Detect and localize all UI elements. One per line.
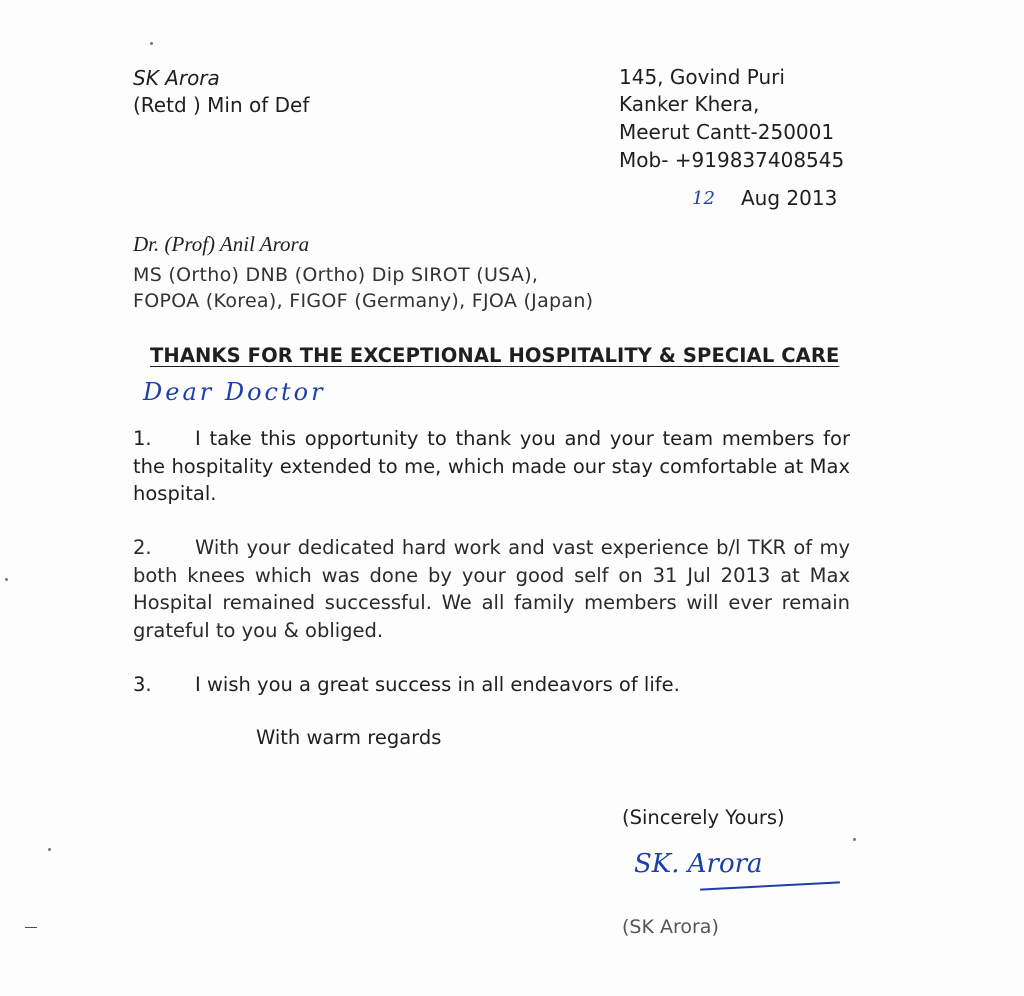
- address-line-1: 145, Govind Puri: [619, 65, 785, 89]
- date-day-handwritten: 12: [692, 188, 715, 209]
- handwritten-signature: SK. Arora: [634, 849, 763, 879]
- regards-line: With warm regards: [256, 726, 442, 749]
- signer-name: (SK Arora): [622, 916, 719, 938]
- speck-mark: [150, 42, 153, 45]
- ink-dash-mark: [25, 927, 37, 928]
- address-line-2: Kanker Khera,: [619, 92, 760, 116]
- closing-line: (Sincerely Yours): [622, 806, 785, 829]
- paragraph-text: I take this opportunity to thank you and your team members for the hospitality extended to me, which made our stay comfortable at Max hospital.: [133, 427, 850, 505]
- paragraph-number: 2.: [133, 536, 152, 559]
- signature-underline: [700, 881, 840, 890]
- mobile-number: Mob- +919837408545: [619, 148, 845, 172]
- sender-title: (Retd ) Min of Def: [133, 93, 310, 117]
- salutation-handwritten: Dear Doctor: [143, 378, 326, 406]
- paragraph-text: I wish you a great success in all endeavors of life.: [195, 673, 680, 696]
- paragraph-2: [133, 534, 850, 644]
- paragraph-3: [133, 671, 850, 699]
- recipient-qualifications-line-2: FOPOA (Korea), FIGOF (Germany), FJOA (Japan): [133, 290, 594, 312]
- speck-mark: [853, 838, 856, 841]
- address-line-3: Meerut Cantt-250001: [619, 120, 835, 144]
- date-month-year: Aug 2013: [741, 186, 838, 210]
- paragraph-text: With your dedicated hard work and vast experience b/l TKR of my both knees which was done by your good self on 31 Jul 2013 at Max Hospital remained successful. We all family members will ever remain grateful to you & obliged.: [133, 536, 850, 642]
- letter-subject: THANKS FOR THE EXCEPTIONAL HOSPITALITY & SPECIAL CARE: [150, 344, 840, 367]
- paragraph-1: [133, 425, 850, 508]
- recipient-name: Dr. (Prof) Anil Arora: [133, 232, 310, 256]
- speck-mark: [5, 578, 8, 581]
- speck-mark: [48, 848, 51, 851]
- sender-name: SK Arora: [133, 66, 220, 90]
- paragraph-number: 1.: [133, 427, 152, 450]
- paragraph-number: 3.: [133, 673, 152, 696]
- recipient-qualifications-line-1: MS (Ortho) DNB (Ortho) Dip SIROT (USA),: [133, 264, 539, 286]
